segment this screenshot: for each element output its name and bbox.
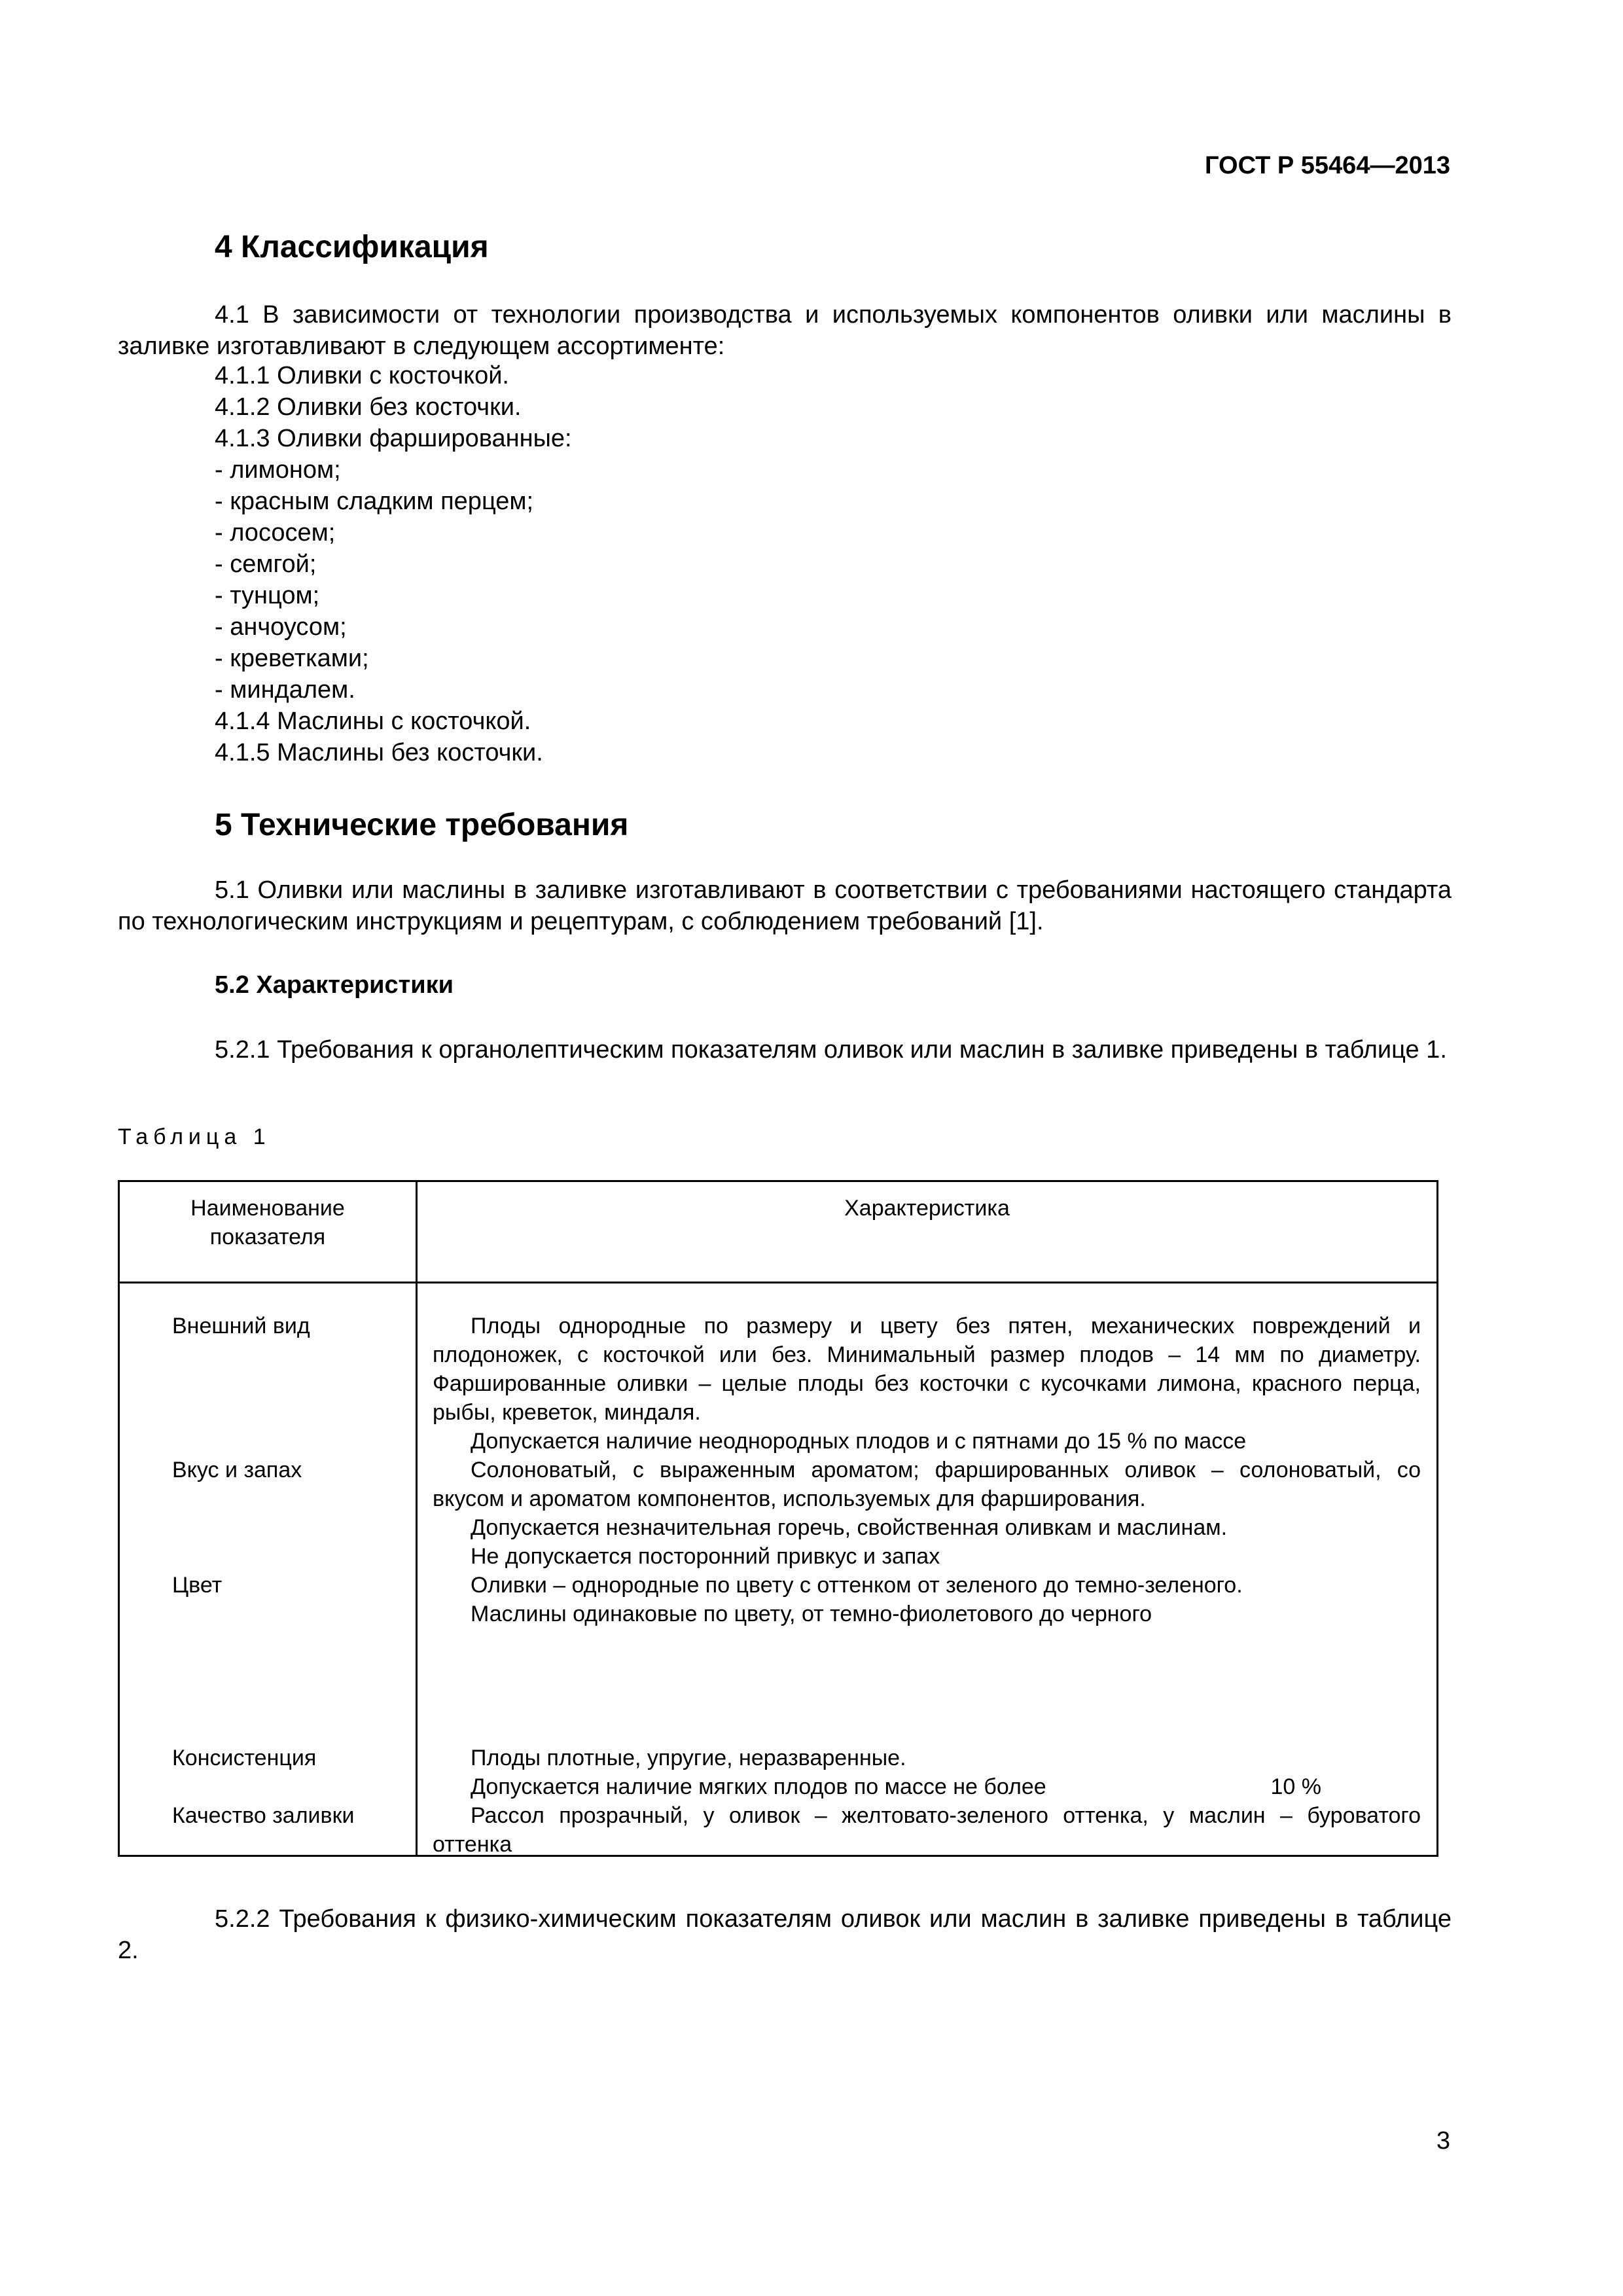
- page-number: 3: [1436, 2127, 1450, 2155]
- cell-line: Оливки – однородные по цвету с оттенком от зеленого до темно-зеленого.: [471, 1573, 1243, 1598]
- paragraph-5-2-1: 5.2.1 Требования к органолептическим показателям оливок или маслин в заливке приведены в таблице 1.: [215, 1036, 1447, 1064]
- cell-line: Плоды плотные, упругие, неразваренные.: [471, 1746, 906, 1770]
- row-label-appearance: Внешний вид: [172, 1314, 310, 1338]
- assortment-list: [215, 360, 572, 768]
- cell-line: Рассол прозрачный, у оливок – желтовато-зеленого оттенка, у маслин – буроватого оттенка: [433, 1803, 1421, 1857]
- table-header-name: Наименование показателя: [190, 1196, 345, 1249]
- list-item: 4.1.3 Оливки фаршированные:: [215, 425, 572, 452]
- table-header-characteristic: Характеристика: [844, 1196, 1010, 1221]
- soft-fruits-value: 10 %: [1270, 1774, 1321, 1799]
- list-item: 4.1.2 Оливки без косточки.: [215, 393, 522, 421]
- cell-line: Допускается незначительная горечь, свойственная оливкам и маслинам.: [471, 1515, 1228, 1540]
- cell-line: Допускается наличие неоднородных плодов и с пятнами до 15 % по массе: [471, 1429, 1247, 1454]
- list-item: - красным сладким перцем;: [215, 488, 534, 515]
- row-label-taste-smell: Вкус и запах: [172, 1458, 302, 1482]
- list-item: - семгой;: [215, 550, 317, 578]
- list-item: - тунцом;: [215, 582, 320, 609]
- cell-line-soft-fruits: [433, 1772, 1421, 1801]
- list-item: 4.1.5 Маслины без косточки.: [215, 739, 543, 766]
- row-value-appearance: [433, 1312, 1421, 1456]
- cell-line: Маслины одинаковые по цвету, от темно-фиолетового до черного: [471, 1602, 1152, 1626]
- document-id: ГОСТ Р 55464—2013: [1205, 152, 1450, 179]
- row-label-color: Цвет: [172, 1573, 223, 1598]
- list-item: - миндалем.: [215, 676, 355, 704]
- table-caption: Таблица 1: [118, 1124, 271, 1149]
- row-label-brine-quality: Качество заливки: [172, 1803, 355, 1828]
- row-value-brine-quality: [433, 1801, 1421, 1859]
- paragraph-5-2-2: 5.2.2 Требования к физико-химическим показателям оливок или маслин в заливке приведены в таблице 2.: [118, 1905, 1452, 1964]
- paragraph-4-1: 4.1 В зависимости от технологии производства и используемых компонентов оливки или маслины в заливке изготавливают в следующем ассортименте:: [118, 301, 1452, 360]
- list-item: - креветками;: [215, 645, 369, 672]
- list-item: - лимоном;: [215, 456, 341, 484]
- soft-fruits-text: Допускается наличие мягких плодов по массе не более: [471, 1774, 1046, 1799]
- section-5-heading: 5 Технические требования: [215, 808, 629, 842]
- cell-line: Солоноватый, с выраженным ароматом; фаршированных оливок – солоноватый, со вкусом и ароматом компонентов, используемых для фарширования.: [433, 1458, 1421, 1511]
- cell-line: Плоды однородные по размеру и цвету без пятен, механических повреждений и плодоножек, с косточкой или без. Минимальный размер плодов – 14 мм по диаметру. Фаршированные оливки – целые плоды без косточки с кусочками лимона, красного перца, рыбы, креветок, миндаля.: [433, 1314, 1421, 1425]
- list-item: - анчоусом;: [215, 613, 347, 641]
- list-item: 4.1.1 Оливки с косточкой.: [215, 362, 509, 389]
- list-item: 4.1.4 Маслины с косточкой.: [215, 708, 531, 735]
- subsection-5-2-heading: 5.2 Характеристики: [215, 971, 454, 999]
- row-value-consistency: [433, 1744, 1421, 1801]
- paragraph-5-1: 5.1 Оливки или маслины в заливке изготавливают в соответствии с требованиями настоящего стандарта по технологическим инструкциям и рецептурам, с соблюдением требований [1].: [118, 876, 1452, 935]
- row-label-consistency: Консистенция: [172, 1746, 317, 1770]
- row-value-taste-smell: [433, 1456, 1421, 1571]
- section-4-heading: 4 Классификация: [215, 230, 489, 264]
- list-item: - лососем;: [215, 519, 336, 547]
- row-value-color: [433, 1571, 1421, 1628]
- cell-line: Не допускается посторонний привкус и запах: [471, 1544, 940, 1569]
- table-header-divider: [120, 1282, 1436, 1283]
- table-1: [118, 1180, 1438, 1857]
